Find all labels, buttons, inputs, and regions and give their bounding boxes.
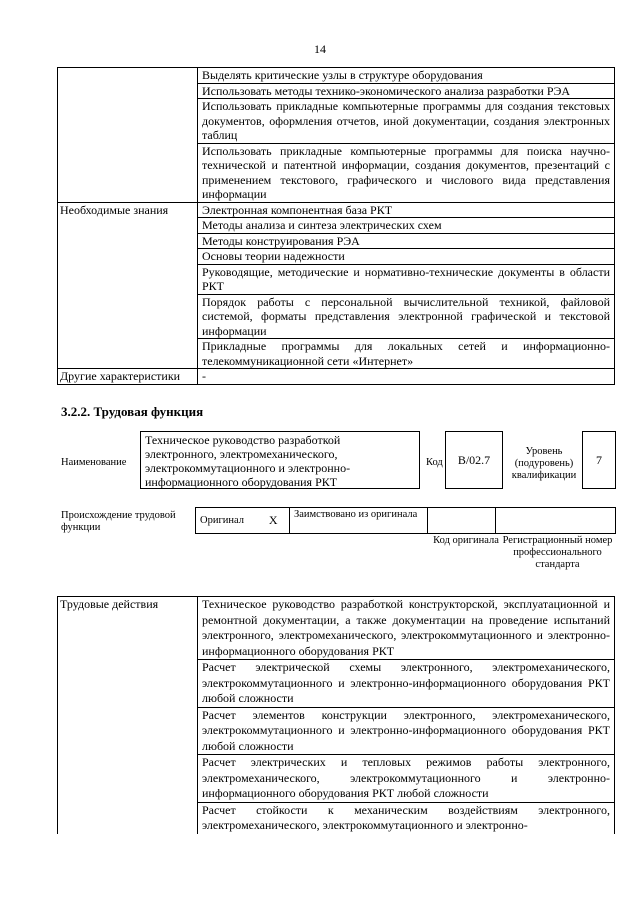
row-label-actions: Трудовые действия <box>58 597 198 834</box>
origin-table <box>195 507 616 534</box>
origin-borrowed-label: Заимствовано из оригинала <box>290 508 428 534</box>
origin-original-label: Оригинал <box>196 508 258 534</box>
list-item: Расчет электрических и тепловых режимов работы электронного, электромеханического, электрокоммутационного и электронно-информационного оборудования РКТ любой сложности <box>198 755 615 803</box>
list-item: Методы конструирования РЭА <box>198 233 615 249</box>
list-item: Основы теории надежности <box>198 249 615 265</box>
origin-reg-cell <box>496 508 616 534</box>
table-row <box>58 202 615 218</box>
origin-code-cell <box>428 508 496 534</box>
list-item: Использовать прикладные компьютерные программы для поиска научно-технической и патентной информации, создания документов, презентаций с применением текстового, графического и числового вида представления информации <box>198 143 615 202</box>
function-code-box: B/02.7 <box>445 431 503 489</box>
list-item: Электронная компонентная база РКТ <box>198 202 615 218</box>
list-item: Использовать прикладные компьютерные программы для создания текстовых документов, оформления отчетов, иной документации, создания электронных таблиц <box>198 99 615 144</box>
list-item: Выделять критические узлы в структуре оборудования <box>198 68 615 84</box>
list-item: Расчет элементов конструкции электронного, электромеханического, электрокоммутационного и электронно-информационного оборудования РКТ любой сложности <box>198 707 615 755</box>
origin-mark: X <box>258 508 290 534</box>
section-heading: 3.2.2. Трудовая функция <box>61 404 204 419</box>
function-name-box: Техническое руководство разработкой электронного, электромеханического, электрокоммутационного и электронно-информационного оборудования РКТ <box>140 431 420 489</box>
caption-code: Код оригинала <box>433 535 499 546</box>
list-item: Прикладные программы для локальных сетей и информационно-телекоммуникационной сети «Интернет» <box>198 339 615 369</box>
page-number: 14 <box>314 42 326 56</box>
list-item: Техническое руководство разработкой конструкторской, эксплуатационной и ремонтной документации, а также документации на проведение испытаний электронного, электромеханического, электрокоммутационного и электронно-информационного оборудования РКТ <box>198 597 615 660</box>
row-label-knowledge: Необходимые знания <box>58 202 198 369</box>
list-item: Использовать методы технико-экономического анализа разработки РЭА <box>198 83 615 99</box>
list-item: Методы анализа и синтеза электрических схем <box>198 218 615 234</box>
level-label: Уровень (подуровень) квалификации <box>511 446 577 481</box>
list-item: - <box>198 369 615 385</box>
skills-knowledge-table <box>57 67 615 385</box>
list-item: Расчет стойкости к механическим воздействиям электронного, электромеханического, электрокоммутационного и электронно- <box>198 802 615 834</box>
list-item: Руководящие, методические и нормативно-технические документы в области РКТ <box>198 264 615 294</box>
level-value-box: 7 <box>582 431 616 489</box>
labor-actions-table <box>57 596 615 834</box>
caption-reg: Регистрационный номер профессионального стандарта <box>502 535 613 570</box>
list-item: Расчет электрической схемы электронного, электромеханического, электрокоммутационного и электронно-информационного оборудования РКТ любой сложности <box>198 660 615 708</box>
table-row <box>58 68 615 84</box>
origin-label: Происхождение трудовой функции <box>61 510 176 533</box>
code-label: Код <box>426 457 443 468</box>
row-label-other: Другие характеристики <box>58 369 198 385</box>
table-row <box>58 597 615 660</box>
table-row <box>58 369 615 385</box>
list-item: Порядок работы с персональной вычислительной техникой, файловой системой, форматы представления электронной графической и текстовой информации <box>198 294 615 339</box>
name-label: Наименование <box>61 457 127 468</box>
row-label-skills <box>58 68 198 203</box>
